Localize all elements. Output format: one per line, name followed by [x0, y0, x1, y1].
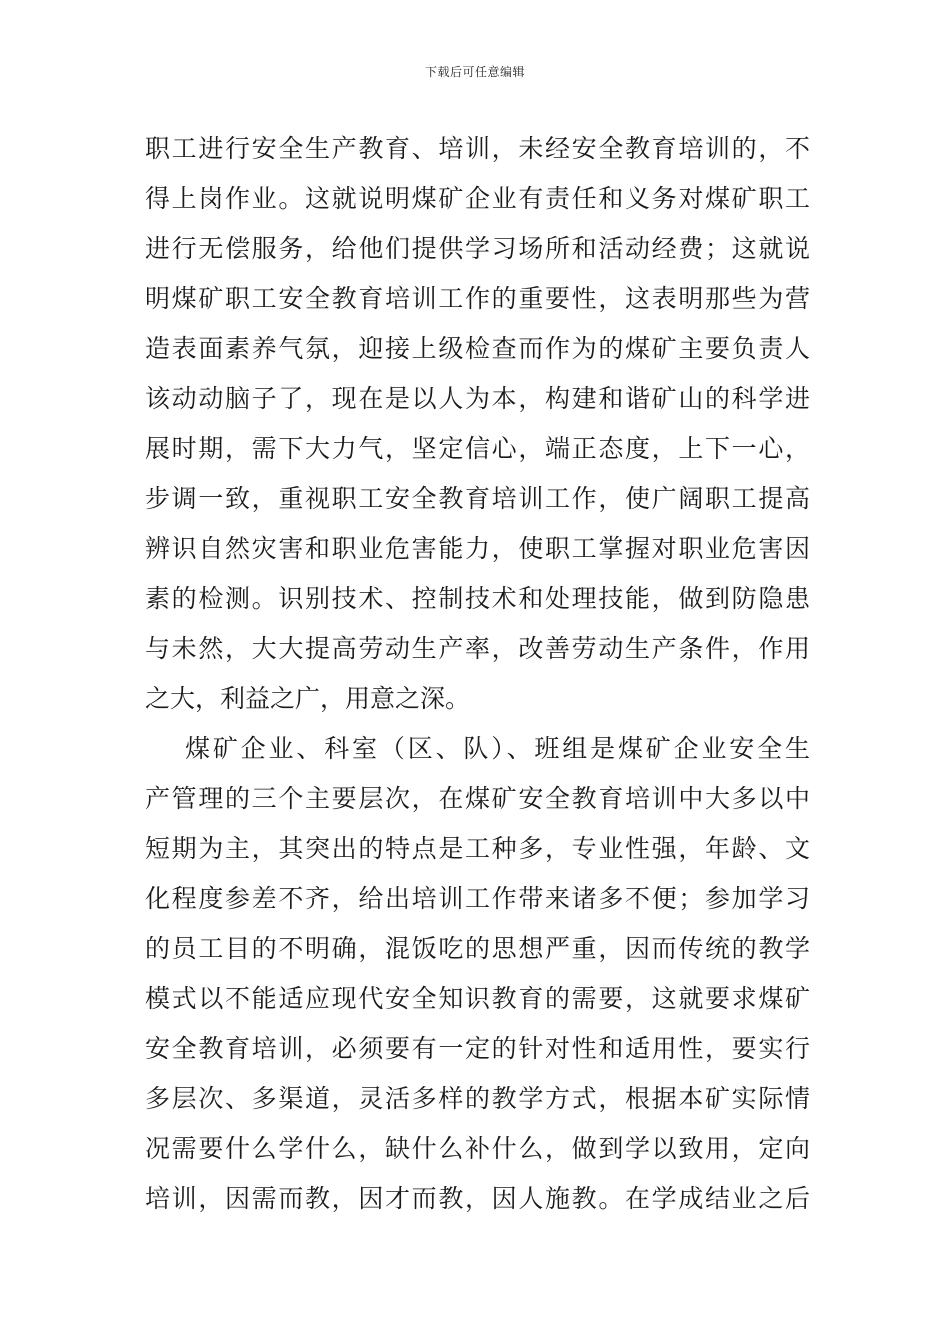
body-text — [145, 131, 810, 1231]
text-line: 素的检测。识别技术、控制技术和处理技能，做到防隐患 — [145, 584, 810, 613]
text-line: 步调一致，重视职工安全教育培训工作，使广阔职工提高 — [145, 484, 810, 513]
text-line: 培训，因需而教，因才而教，因人施教。在学成结业之后 — [145, 1184, 810, 1213]
text-line: 造表面素养气氛，迎接上级检查而作为的煤矿主要负责人 — [145, 334, 810, 363]
text-line: 之大，利益之广，用意之深。 — [145, 684, 471, 713]
text-line: 辨识自然灾害和职业危害能力，使职工掌握对职业危害因 — [145, 534, 810, 563]
text-line: 多层次、多渠道，灵活多样的教学方式，根据本矿实际情 — [145, 1084, 810, 1113]
text-line: 该动动脑子了，现在是以人为本，构建和谐矿山的科学进 — [145, 384, 810, 413]
text-line: 职工进行安全生产教育、培训，未经安全教育培训的，不 — [145, 134, 810, 163]
text-line: 展时期，需下大力气，坚定信心，端正态度，上下一心， — [145, 434, 810, 463]
text-line: 短期为主，其突出的特点是工种多，专业性强，年龄、文 — [145, 834, 810, 863]
text-line: 安全教育培训，必须要有一定的针对性和适用性，要实行 — [145, 1034, 810, 1063]
page-header: 下载后可任意编辑 — [424, 65, 525, 79]
text-line: 得上岗作业。这就说明煤矿企业有责任和义务对煤矿职工 — [145, 184, 810, 213]
text-line: 进行无偿服务，给他们提供学习场所和活动经费；这就说 — [145, 234, 810, 263]
text-line: 产管理的三个主要层次，在煤矿安全教育培训中大多以中 — [145, 784, 810, 813]
text-line: 况需要什么学什么，缺什么补什么，做到学以致用，定向 — [145, 1134, 810, 1163]
paragraph-first-line: 煤矿企业、科室（区、队）、班组是煤矿企业安全生 — [185, 734, 810, 763]
text-line: 的员工目的不明确，混饭吃的思想严重，因而传统的教学 — [145, 934, 810, 963]
text-line: 模式以不能适应现代安全知识教育的需要，这就要求煤矿 — [145, 984, 810, 1013]
text-line: 与未然，大大提高劳动生产率，改善劳动生产条件，作用 — [145, 634, 810, 663]
text-line: 化程度参差不齐，给出培训工作带来诸多不便；参加学习 — [145, 884, 810, 913]
text-line: 明煤矿职工安全教育培训工作的重要性，这表明那些为营 — [145, 284, 810, 313]
